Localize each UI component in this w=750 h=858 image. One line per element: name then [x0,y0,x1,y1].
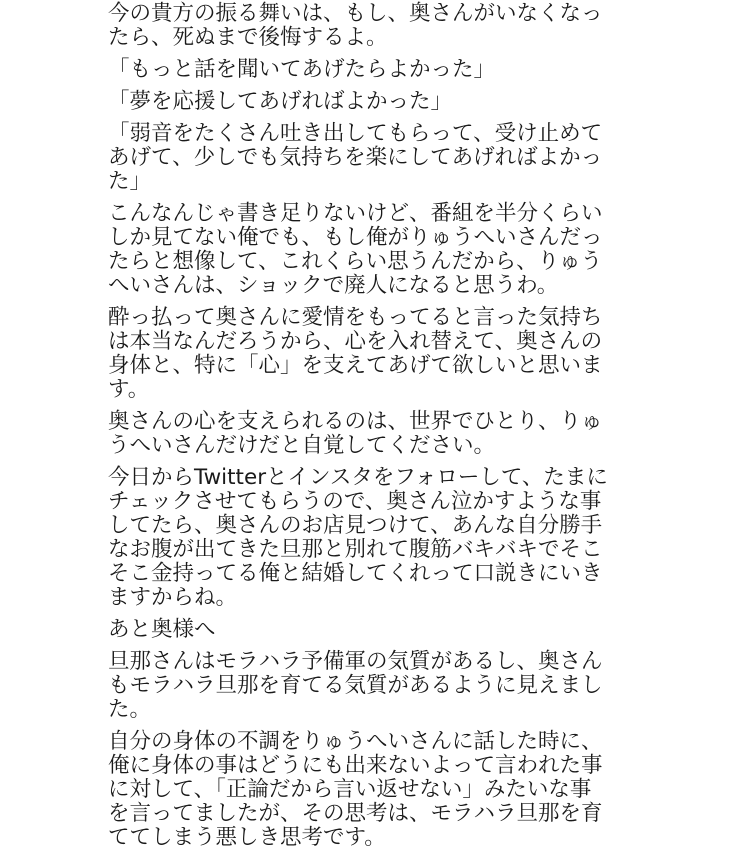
paragraph [108,730,668,850]
text-line: しか見てない俺でも、もし俺がりゅうへいさんだっ [108,225,603,250]
text-line: もモラハラ旦那を育てる気質があるように見えまし [108,673,603,698]
paragraph [108,122,668,194]
text-line: たら、死ぬまで後悔するよ。 [108,25,388,50]
paragraph [108,2,668,50]
paragraph [108,58,668,82]
text-line: 旦那さんはモラハラ予備軍の気質があるし、奥さん [108,649,603,674]
text-line: 自分の身体の不調をりゅうへいさんに話した時に、 [108,729,603,754]
text-line: 「弱音をたくさん吐き出してもらって、受け止めて [108,121,603,146]
paragraph [108,306,668,402]
paragraph [108,650,668,722]
paragraph [108,466,668,610]
text-line: 「もっと話を聞いてあげたらよかった」 [108,57,496,82]
text-line: は本当なんだろうから、心を入れ替えて、奥さんの [108,329,603,354]
text-line: たらと想像して、これくらい思うんだから、りゅう [108,249,603,274]
text-line: 今日からTwitterとインスタをフォローして、たまに [108,465,608,490]
text-line: 俺に身体の事はどうにも出来ないよって言われた事 [108,753,603,778]
text-line: た。 [108,697,152,722]
text-line: あと奥様へ [108,617,216,642]
text-line: こんなんじゃ書き足りないけど、番組を半分くらい [108,201,603,226]
document-body [108,2,668,858]
paragraph [108,202,668,298]
text-line: そこ金持ってる俺と結婚してくれって口説きにいき [108,561,603,586]
text-line: 「夢を応援してあげればよかった」 [108,89,453,114]
text-line: へいさんは、ショックで廃人になると思うわ。 [108,273,559,298]
text-line: ててしまう悪しき思考です。 [108,825,386,850]
text-line: チェックさせてもらうので、奥さん泣かすような事 [108,489,602,514]
text-line: を言ってましたが、その思考は、モラハラ旦那を育 [108,801,603,826]
text-line: 酔っ払って奥さんに愛情をもってると言った気持ち [108,305,603,330]
text-line: なお腹が出てきた旦那と別れて腹筋バキバキでそこ [108,537,603,562]
text-line: うへいさんだけだと自覚してください。 [108,433,496,458]
text-line: た」 [108,169,152,194]
paragraph [108,618,668,642]
text-line: 奥さんの心を支えられるのは、世界でひとり、りゅ [108,409,603,434]
paragraph [108,90,668,114]
text-line: す。 [108,377,150,402]
text-line: 今の貴方の振る舞いは、もし、奥さんがいなくなっ [108,1,603,26]
paragraph [108,410,668,458]
text-line: ますからね。 [108,585,238,610]
text-line: してたら、奥さんのお店見つけて、あんな自分勝手 [108,513,603,538]
text-line: あげて、少しでも気持ちを楽にしてあげればよかっ [108,145,603,170]
text-line: に対して、「正論だから言い返せない」みたいな事 [108,777,592,802]
text-line: 身体と、特に「心」を支えてあげて欲しいと思いま [108,353,603,378]
